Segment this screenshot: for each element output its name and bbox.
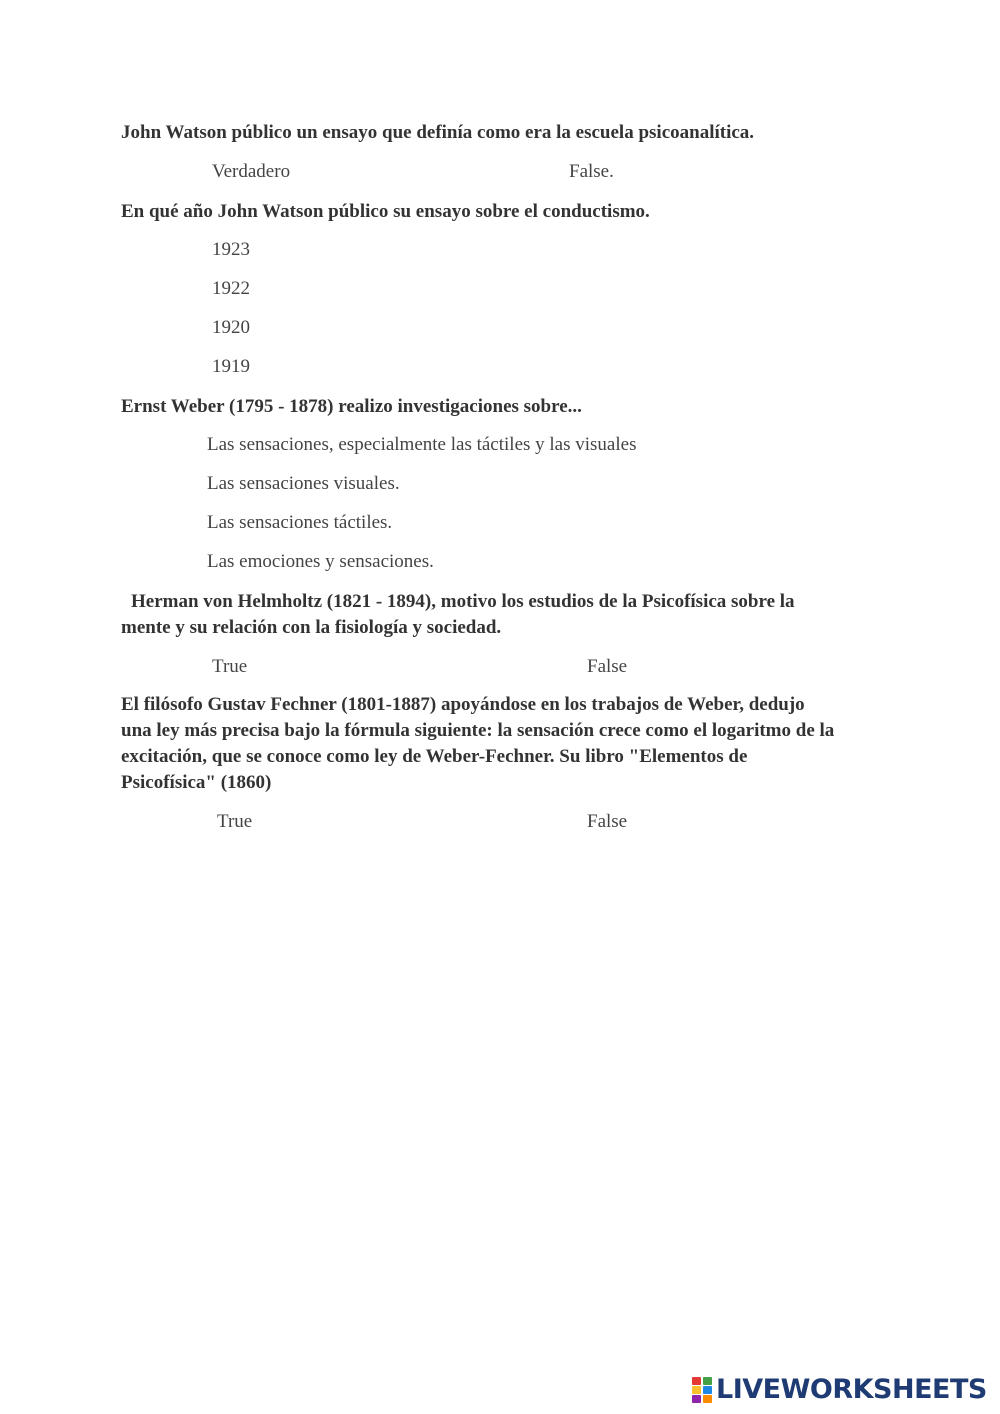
brand-name: LIVEWORKSHEETS (716, 1374, 987, 1405)
question-3-option-1[interactable]: Las sensaciones, especialmente las táctiles y las visuales (207, 434, 637, 455)
question-2-text: En qué año John Watson público su ensayo sobre el conductismo. (121, 201, 650, 222)
question-4-line-1: Herman von Helmholtz (1821 - 1894), motivo los estudios de la Psicofísica sobre la (131, 591, 795, 612)
liveworksheets-brand (692, 1374, 987, 1406)
question-2-option-1923[interactable]: 1923 (212, 239, 250, 260)
question-5-text (121, 692, 901, 796)
question-3-option-2[interactable]: Las sensaciones visuales. (207, 473, 400, 494)
question-1-text: John Watson público un ensayo que definía como era la escuela psicoanalítica. (121, 122, 755, 143)
logo-block-4 (703, 1386, 712, 1394)
question-2-option-1922[interactable]: 1922 (212, 278, 250, 299)
question-3-option-4[interactable]: Las emociones y sensaciones. (207, 551, 434, 572)
question-4-option-false[interactable]: False (587, 656, 628, 677)
question-1-option-false[interactable]: False. (569, 161, 614, 182)
question-5-option-false[interactable]: False (587, 811, 628, 832)
question-2-option-1919[interactable]: 1919 (212, 356, 250, 377)
logo-block-3 (692, 1386, 701, 1394)
logo-block-6 (703, 1395, 712, 1403)
logo-block-2 (703, 1377, 712, 1385)
question-5-line-4: Psicofísica" (1860) (121, 772, 272, 793)
question-4-line-2: mente y su relación con la fisiología y sociedad. (121, 617, 502, 638)
question-5-line-3: excitación, que se conoce como ley de Weber-Fechner. Su libro "Elementos de (121, 746, 748, 767)
question-3-text: Ernst Weber (1795 - 1878) realizo investigaciones sobre... (121, 396, 582, 417)
question-5-line-2: una ley más precisa bajo la fórmula siguiente: la sensación crece como el logaritmo de la (121, 720, 835, 741)
logo-block-1 (692, 1377, 701, 1385)
question-3-option-3[interactable]: Las sensaciones táctiles. (207, 512, 393, 533)
question-4-text (121, 589, 901, 641)
liveworksheets-logo-icon (692, 1377, 712, 1403)
question-4-option-true[interactable]: True (212, 656, 248, 677)
question-5-line-1: El filósofo Gustav Fechner (1801-1887) apoyándose en los trabajos de Weber, dedujo (121, 694, 805, 715)
question-1-option-verdadero[interactable]: Verdadero (212, 161, 291, 182)
question-5-option-true[interactable]: True (217, 811, 253, 832)
logo-block-5 (692, 1395, 701, 1403)
question-2-option-1920[interactable]: 1920 (212, 317, 250, 338)
